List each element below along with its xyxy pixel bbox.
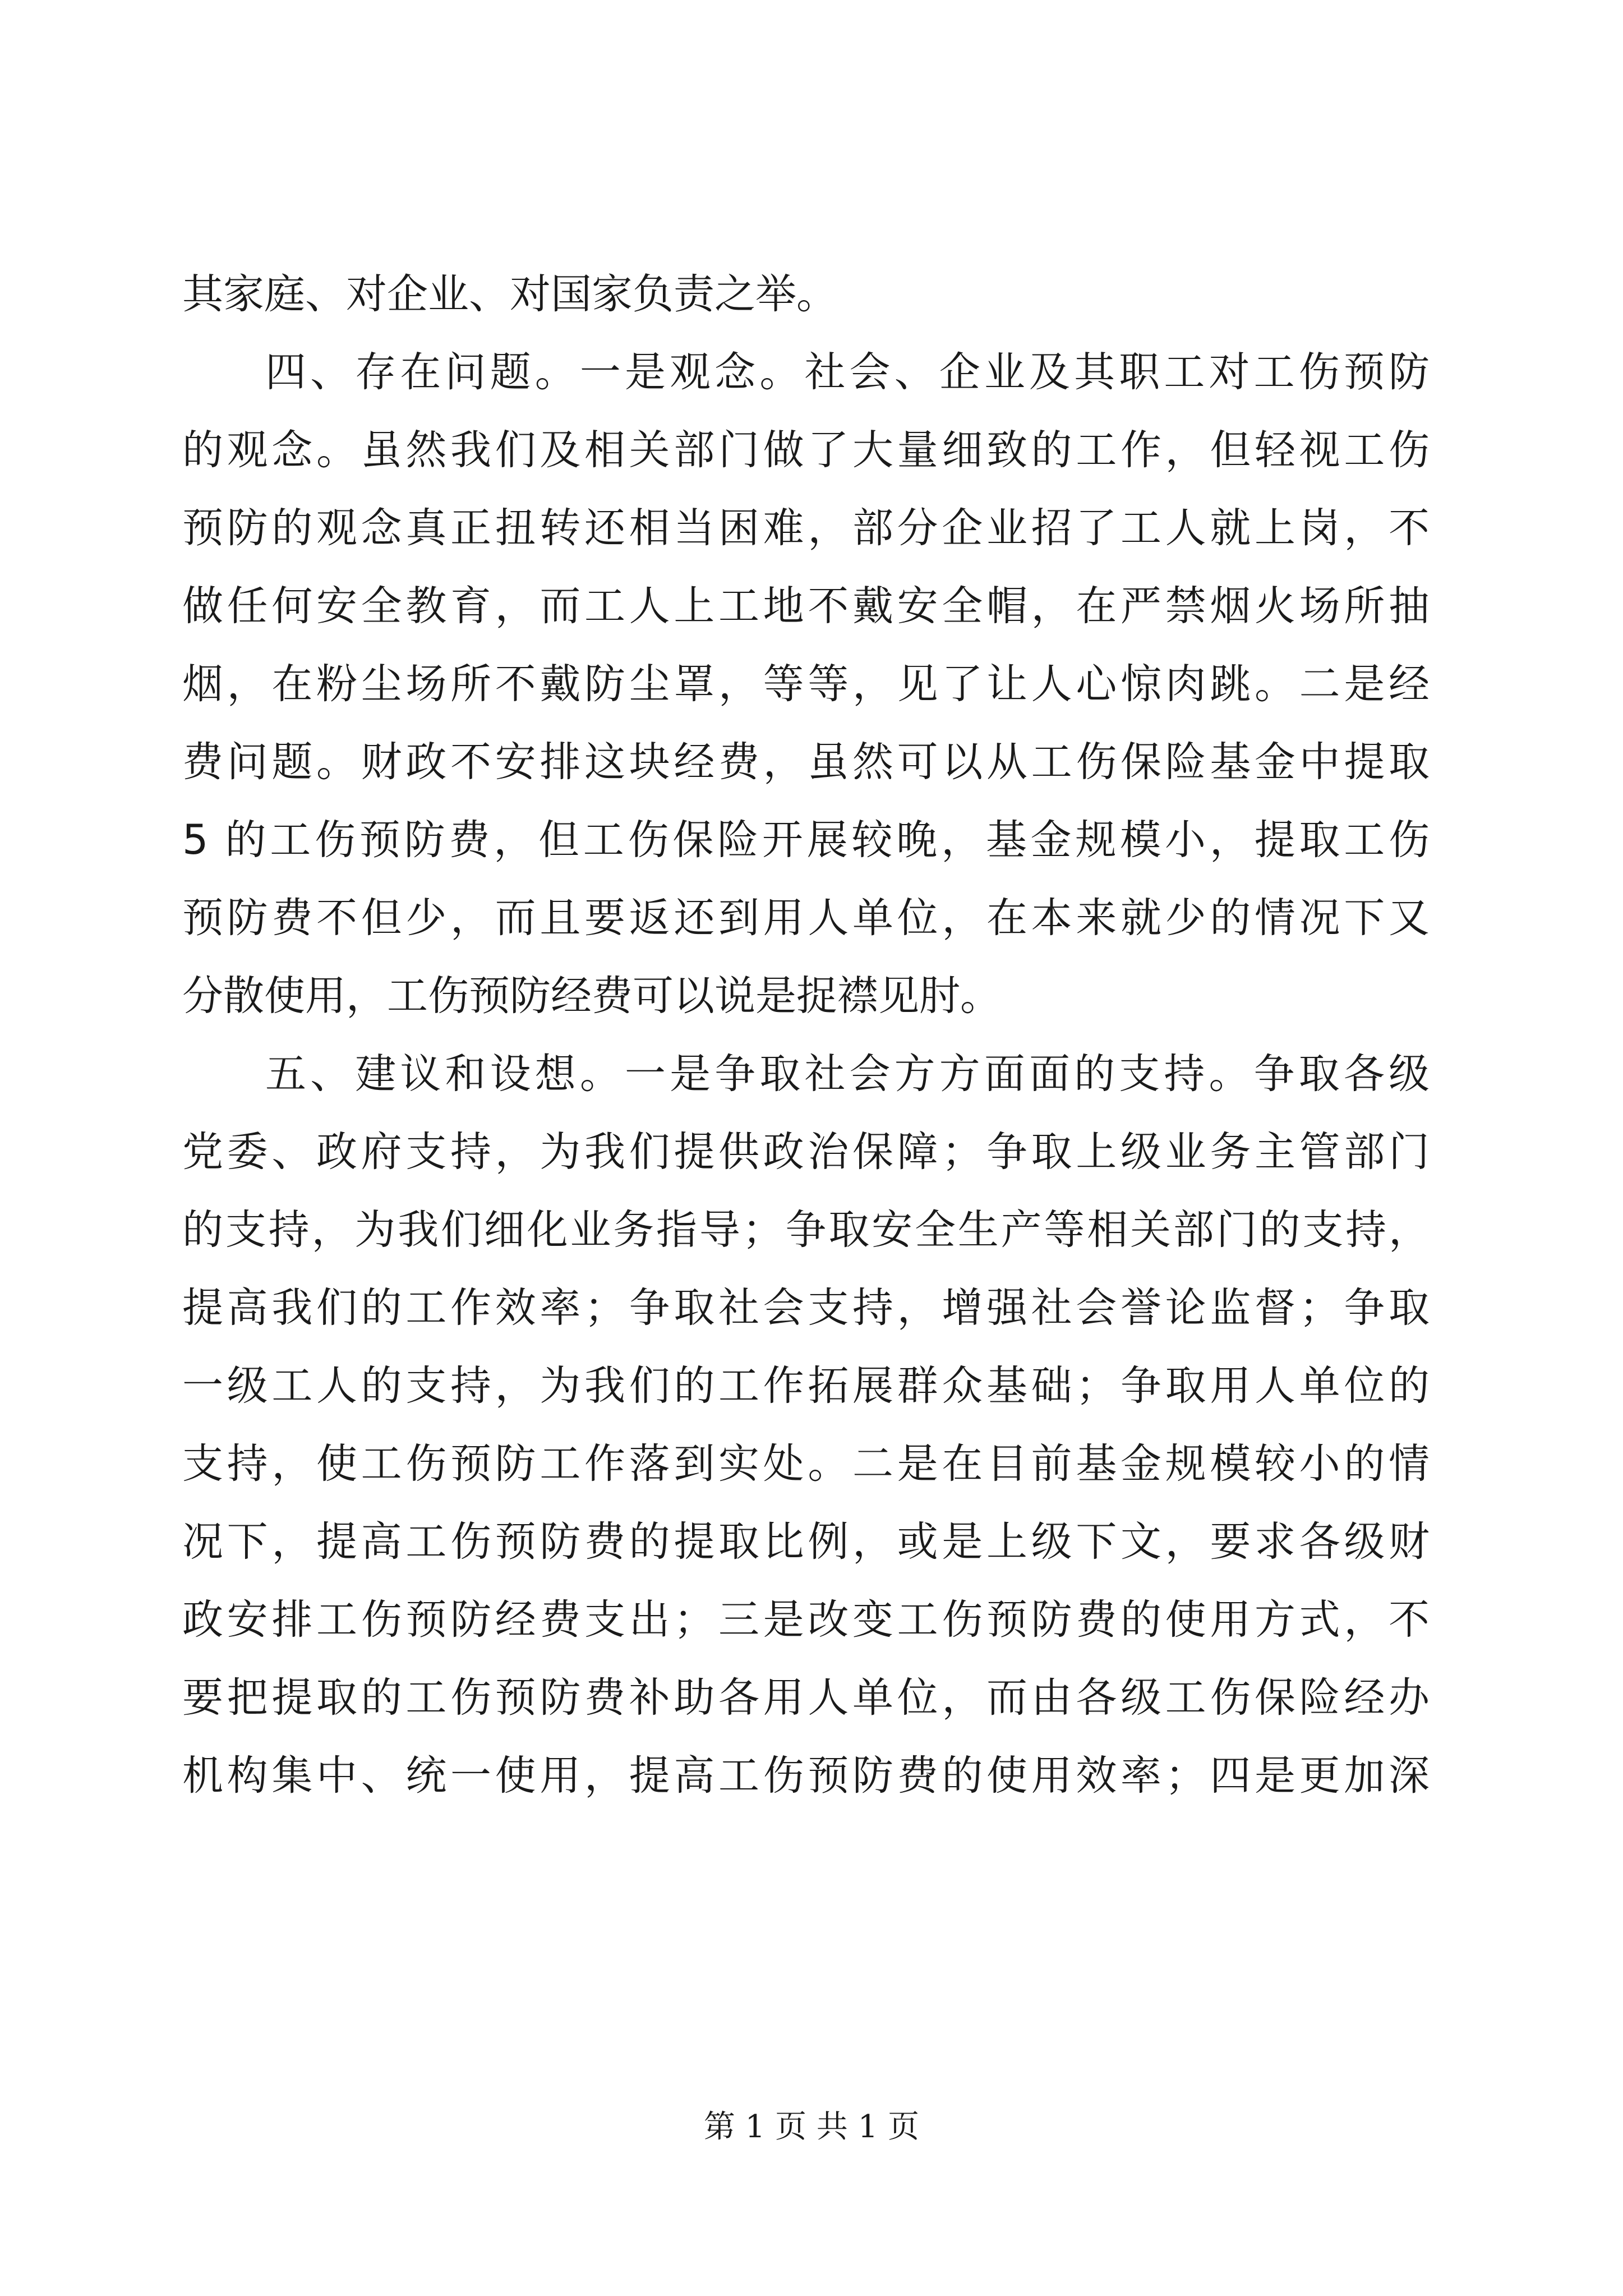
text-line: 一级工人的支持，为我们的工作拓展群众基础；争取用人单位的: [182, 1362, 1430, 1410]
paragraph-five-start: 五、建议和设想。一是争取社会方方面面的支持。争取各级: [265, 1050, 1430, 1098]
text-line: 费问题。财政不安排这块经费，虽然可以从工伤保险基金中提取: [182, 738, 1430, 786]
text-line: 要把提取的工伤预防费补助各用人单位，而由各级工伤保险经办: [182, 1674, 1430, 1722]
text-line: 5 的工伤预防费，但工伤保险开展较晚，基金规模小，提取工伤: [182, 816, 1430, 864]
text-line: 支持，使工伤预防工作落到实处。二是在目前基金规模较小的情: [182, 1440, 1430, 1488]
text-line: 预防费不但少，而且要返还到用人单位，在本来就少的情况下又: [182, 894, 1430, 942]
text-line: 做任何安全教育，而工人上工地不戴安全帽，在严禁烟火场所抽: [182, 582, 1430, 630]
text-line: 党委、政府支持，为我们提供政治保障；争取上级业务主管部门: [182, 1128, 1430, 1176]
paragraph-four-start: 四、存在问题。一是观念。社会、企业及其职工对工伤预防: [265, 348, 1430, 396]
text-line: 机构集中、统一使用，提高工伤预防费的使用效率；四是更加深: [182, 1752, 1430, 1800]
document-body: [182, 255, 1430, 1815]
text-line: 预防的观念真正扭转还相当困难，部分企业招了工人就上岗，不: [182, 504, 1430, 552]
text-line: 分散使用，工伤预防经费可以说是捉襟见肘。: [182, 972, 1001, 1020]
text-line: 的支持，为我们细化业务指导；争取安全生产等相关部门的支持，: [182, 1206, 1430, 1254]
text-line: 政安排工伤预防经费支出；三是改变工伤预防费的使用方式，不: [182, 1596, 1430, 1644]
text-line: 的观念。虽然我们及相关部门做了大量细致的工作，但轻视工伤: [182, 426, 1430, 474]
text-line: 提高我们的工作效率；争取社会支持，增强社会誉论监督；争取: [182, 1284, 1430, 1332]
text-line: 烟，在粉尘场所不戴防尘罩，等等，见了让人心惊肉跳。二是经: [182, 660, 1430, 708]
page-footer: 第 1 页 共 1 页: [703, 2109, 920, 2145]
text-line: 其家庭、对企业、对国家负责之举。: [182, 270, 837, 318]
text-line: 况下，提高工伤预防费的提取比例，或是上级下文，要求各级财: [182, 1518, 1430, 1566]
